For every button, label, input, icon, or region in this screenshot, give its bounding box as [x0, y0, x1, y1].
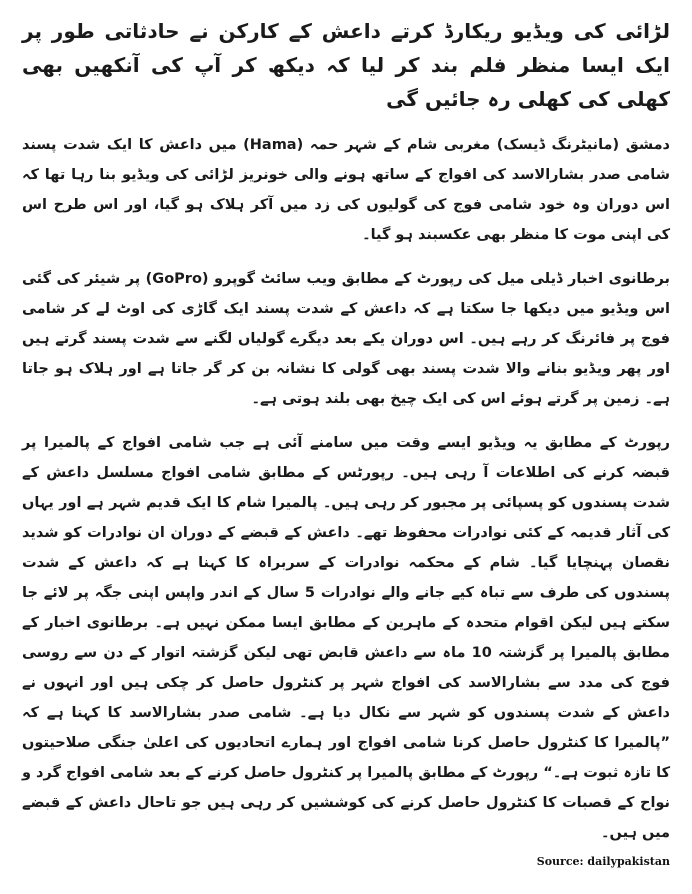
article-paragraph-3: رپورٹ کے مطابق یہ ویڈیو ایسے وقت میں سامنے آئی ہے جب شامی افواج کے پالمیرا پر قبضہ کرنے کی اطلاعات آ رہی ہیں۔ رپورٹس کے مطابق شامی افواج مسلسل داعش کے شدت پسندوں کو پسپائی پر مجبور کر رہی ہیں۔ پالمیرا شام کا ایک قدیم شہر ہے اور یہاں کی آثار قدیمہ کے کئی نوادرات محفوظ تھے۔ داعش کے قبضے کے دوران ان نوادرات کو شدید نقصان پہنچایا گیا۔ شام کے محکمہ نوادرات کے سربراہ کا کہنا ہے کہ داعش کے شدت پسندوں کی طرف سے تباہ کیے جانے والے نوادرات 5 سال کے اندر واپس اپنی جگہ پر لائے جا سکتے ہیں لیکن اقوام متحدہ کے ماہرین کے مطابق ایسا ممکن نہیں ہے۔ برطانوی اخبار کے مطابق پالمیرا پر گزشتہ 10 ماہ سے داعش قابض تھی لیکن گزشتہ اتوار کے دن سے روسی فوج کی مدد سے بشارالاسد کی افواج شہر پر کنٹرول حاصل کر چکی ہیں اور انہوں نے داعش کے شدت پسندوں کو شہر سے نکال دیا ہے۔ شامی صدر بشارالاسد کا کہنا ہے کہ ”پالمیرا کا کنٹرول حاصل کرنا شامی افواج اور ہمارے اتحادیوں کی اعلیٰ جنگی صلاحیتوں کا تازہ ثبوت ہے۔“ رپورٹ کے مطابق پالمیرا پر کنٹرول حاصل کرنے کے بعد شامی افواج گرد و نواح کے قصبات کا کنٹرول حاصل کرنے کی کوششیں کر رہی ہیں جو تاحال داعش کے قبضے میں ہیں۔ — [22, 435, 670, 841]
article-paragraph-2: برطانوی اخبار ڈیلی میل کی رپورٹ کے مطابق ویب سائٹ گوپرو (GoPro) پر شیئر کی گئی اس ویڈیو میں دیکھا جا سکتا ہے کہ داعش کے شدت پسند ایک گاڑی کی اوٹ لے کر شامی فوج پر فائرنگ کر رہے ہیں۔ اس دوران یکے بعد دیگرے گولیاں لگنے سے شدت پسند گرتے ہیں اور پھر ویڈیو بنانے والا شدت پسند بھی گولی کا نشانہ بن کر گر جاتا ہے اور ہلاک ہو جاتا ہے۔ زمین پر گرتے ہوئے اس کی ایک چیخ بھی بلند ہوتی ہے۔ — [22, 271, 670, 407]
article-headline: لڑائی کی ویڈیو ریکارڈ کرتے داعش کے کارکن نے حادثاتی طور پر ایک ایسا منظر فلم بند کر لیا کہ دیکھ کر آپ کی آنکھیں بھی کھلی کی کھلی رہ جائیں گی — [22, 19, 670, 111]
article-paragraph-1: دمشق (مانیٹرنگ ڈیسک) مغربی شام کے شہر حمہ (Hama) میں داعش کا ایک شدت پسند شامی صدر بشارالاسد کی افواج کے ساتھ ہونے والی خونریز لڑائی کی ویڈیو بنا رہا تھا کہ اس دوران وہ خود شامی فوج کی گولیوں کی زد میں آکر ہلاک ہو گیا، اور اس طرح اس کی اپنی موت کا منظر بھی عکسبند ہو گیا۔ — [22, 137, 670, 243]
source-credit: Source: dailypakistan — [536, 855, 670, 868]
